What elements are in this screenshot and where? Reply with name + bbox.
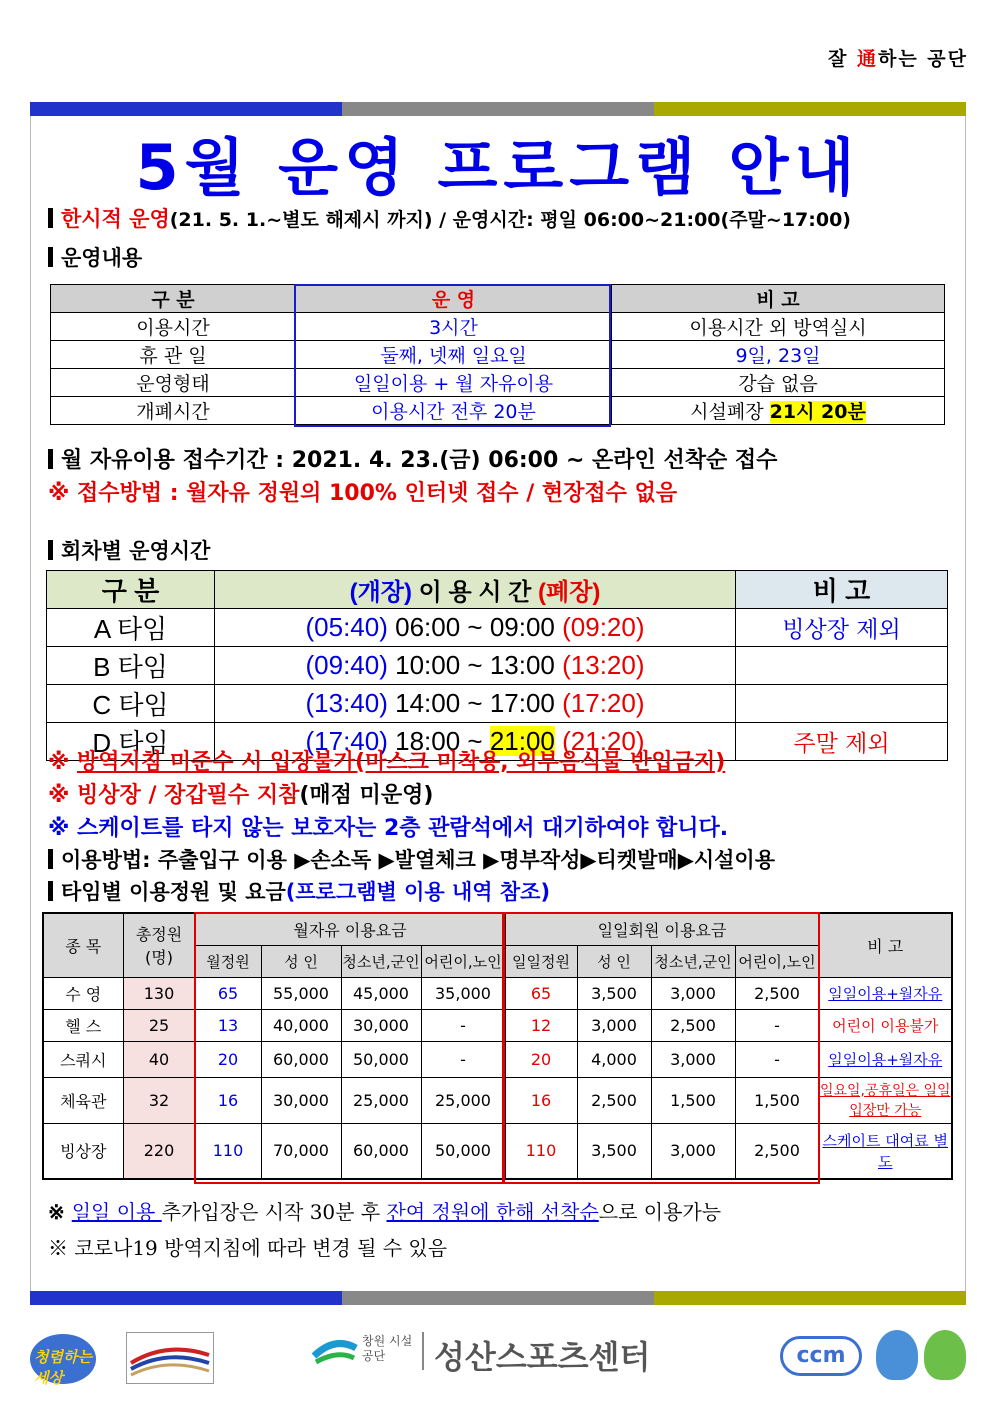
logo-divider xyxy=(422,1332,424,1370)
table-row: D 타임 (17:40) 18:00 ~ 21:00 (21:20) 주말 제외 xyxy=(47,723,948,761)
header-note: 비 고 xyxy=(736,571,948,609)
table-row: A 타임 (05:40) 06:00 ~ 09:00 (09:20) 빙상장 제외 xyxy=(47,609,948,647)
table-row: 휴 관 일 둘째, 넷째 일요일 9일, 23일 xyxy=(51,341,945,369)
table-row: 스쿼시 40 20 60,000 50,000 - 20 4,000 3,000 - 일일이용+월자유 xyxy=(43,1041,952,1077)
footnote-covid: ※ 코로나19 방역지침에 따라 변경 될 수 있음 xyxy=(48,1236,448,1260)
session-time-table: 구 분 (개장) 이 용 시 간 (폐장) 비 고 A 타임 (05:40) 06:00 ~ 09:00 (09:20) 빙상장 제외 B 타임 (09:40) 10:00 ~ 13:00 (13:20) C 타임 (13:40) 14:00 ~ 17:00 (17:20) D 타임 (17:40) 18:00 ~ 21:00 (21:20) 주말 제외 xyxy=(46,570,948,761)
operation-table xyxy=(50,284,945,425)
header-total: 총정원 (명) xyxy=(123,913,195,977)
table-row: 체육관 32 16 30,000 25,000 25,000 16 2,500 1,500 1,500 일요일,공휴일은 일일입장만 가능 xyxy=(43,1077,952,1123)
table-row: 빙상장 220 110 70,000 60,000 50,000 110 3,500 3,000 2,500 스케이트 대여료 별도 xyxy=(43,1123,952,1179)
fee-table: 종 목 총정원 (명) 월자유 이용요금 일일회원 이용요금 비 고 월정원 성 인 청소년,군인 어린이,노인 일일정원 성 인 청소년,군인 어린이,노인 수 영 130 65 55,000 45,000 35,000 65 3,500 3,000 2,500 일일이용+월자유 헬 스 25 13 40,000 30,000 - 12 3,000 2,500 - 어린이 이용불가 스쿼시 40 20 60,000 50,000 - 20 4,000 3,000 - 일일이용+월자유 체육관 32 16 30,000 25,000 25,000 16 2,500 1,500 1,500 일요일,공휴일은 일일입장만 가능 빙상장 220 110 70,000 60,000 50,000 110 3,500 3,000 2,500 스케이트 대여료 별도 xyxy=(42,912,953,1180)
header-gubun: 구 분 xyxy=(51,285,296,313)
header-gubun: 구 분 xyxy=(47,571,215,609)
section-operation-content: 운영내용 xyxy=(48,242,142,272)
table-row: B 타임 (09:40) 10:00 ~ 13:00 (13:20) xyxy=(47,647,948,685)
bottom-color-bar xyxy=(30,1291,966,1305)
header-note: 비 고 xyxy=(612,285,945,313)
slogan: 잘 通하는 공단 xyxy=(827,48,968,70)
header-item: 종 목 xyxy=(43,913,123,977)
notice-guardian: ※ 스케이트를 타지 않는 보호자는 2층 관람석에서 대기하여야 합니다. xyxy=(48,816,729,841)
integrity-logo: 청렴하는 세상 xyxy=(30,1334,96,1384)
table-row: 개폐시간 이용시간 전후 20분 시설폐장 21시 20분 xyxy=(51,397,945,425)
operation-period: 한시적 운영(21. 5. 1.~별도 해제시 까지) / 운영시간: 평일 06:00~21:00(주말~17:00) xyxy=(48,203,851,233)
ccm-logo: ccm xyxy=(780,1336,862,1376)
usage-method: 이용방법: 주출입구 이용 ▶손소독 ▶발열체크 ▶명부작성▶티켓발매▶시설이용 xyxy=(48,844,775,874)
monthly-registration-period: 월 자유이용 접수기간 : 2021. 4. 23.(금) 06:00 ~ 온라인 선착순 접수 xyxy=(48,443,777,474)
mascot-blue xyxy=(876,1330,918,1380)
header-daily-fee: 일일회원 이용요금 xyxy=(505,913,819,945)
header-note: 비 고 xyxy=(819,913,952,977)
top-color-bar xyxy=(30,102,966,116)
table-row: 운영형태 일일이용 + 월 자유이용 강습 없음 xyxy=(51,369,945,397)
certification-logo xyxy=(126,1332,214,1384)
changwon-corp-label: 창원 시설공단 xyxy=(362,1334,413,1363)
notice-quarantine: ※ 방역지침 미준수 시 입장불가(마스크 미착용, 외부음식물 반입금지) xyxy=(48,750,726,775)
mascot-green xyxy=(924,1330,966,1380)
footnote-daily-entry: ※ 일일 이용 추가입장은 시작 30분 후 잔여 정원에 한해 선착순으로 이용가능 xyxy=(48,1200,722,1224)
registration-method: ※ 접수방법 : 월자유 정원의 100% 인터넷 접수 / 현장접수 없음 xyxy=(48,481,678,506)
header-operation: 운 영 xyxy=(296,285,612,313)
table-row: 헬 스 25 13 40,000 30,000 - 12 3,000 2,500 - 어린이 이용불가 xyxy=(43,1009,952,1041)
changwon-logo-icon xyxy=(310,1332,360,1372)
notice-ice-rink: ※ 빙상장 / 장갑필수 지참(매점 미운영) xyxy=(48,783,434,808)
sports-center-name: 성산스포츠센터 xyxy=(434,1338,651,1376)
table-row: C 타임 (13:40) 14:00 ~ 17:00 (17:20) xyxy=(47,685,948,723)
page-title: 5월 운영 프로그램 안내 xyxy=(135,131,861,204)
section-session-times: 회차별 운영시간 xyxy=(48,535,210,565)
table-row: 수 영 130 65 55,000 45,000 35,000 65 3,500 3,000 2,500 일일이용+월자유 xyxy=(43,977,952,1009)
table-row: 이용시간 3시간 이용시간 외 방역실시 xyxy=(51,313,945,341)
header-monthly-fee: 월자유 이용요금 xyxy=(195,913,505,945)
section-capacity-fees: 타임별 이용정원 및 요금(프로그램별 이용 내역 참조) xyxy=(48,876,550,906)
